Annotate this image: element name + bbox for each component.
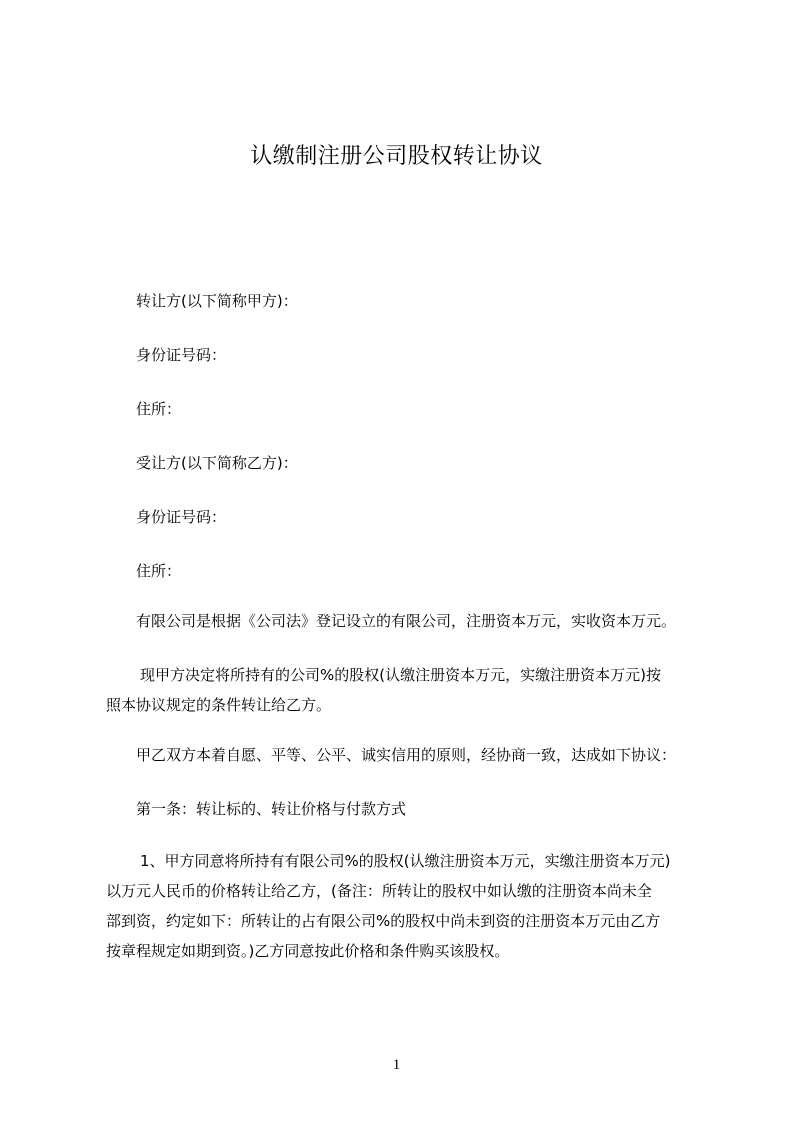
paragraph-line: 照本协议规定的条件转让给乙方。 (106, 696, 332, 714)
document-title: 认缴制注册公司股权转让协议 (250, 144, 543, 169)
paragraph-line: 现甲方决定将所持有的公司%的股权(认缴注册资本万元，实缴注册资本万元)按 (140, 666, 661, 684)
transferee-id-field: 身份证号码： (136, 508, 227, 526)
transferor-id-field: 身份证号码： (136, 346, 227, 364)
principles-paragraph: 甲乙双方本着自愿、平等、公平、诚实信用的原则，经协商一致，达成如下协议： (136, 746, 677, 764)
clause-1-paragraph (106, 846, 706, 966)
paragraph-line: 1、甲方同意将所持有有限公司%的股权(认缴注册资本万元，实缴注册资本万元) (140, 852, 671, 870)
transferor-address-field: 住所： (136, 400, 182, 418)
transferee-field: 受让方(以下简称乙方)： (136, 454, 298, 472)
paragraph-line: 以万元人民币的价格转让给乙方，(备注：所转让的股权中如认缴的注册资本尚未全 (106, 882, 652, 900)
paragraph-line: 部到资，约定如下：所转让的占有限公司%的股权中尚未到资的注册资本万元由乙方 (106, 912, 661, 930)
article-1-heading: 第一条：转让标的、转让价格与付款方式 (136, 800, 407, 818)
page-number: 1 (392, 1057, 401, 1073)
transferee-address-field: 住所： (136, 562, 182, 580)
transfer-decision-paragraph (106, 660, 706, 720)
company-intro-paragraph: 有限公司是根据《公司法》登记设立的有限公司，注册资本万元，实收资本万元。 (136, 612, 677, 630)
paragraph-line: 按章程规定如期到资。)乙方同意按此价格和条件购买该股权。 (106, 942, 510, 960)
transferor-field: 转让方(以下简称甲方)： (136, 292, 298, 310)
